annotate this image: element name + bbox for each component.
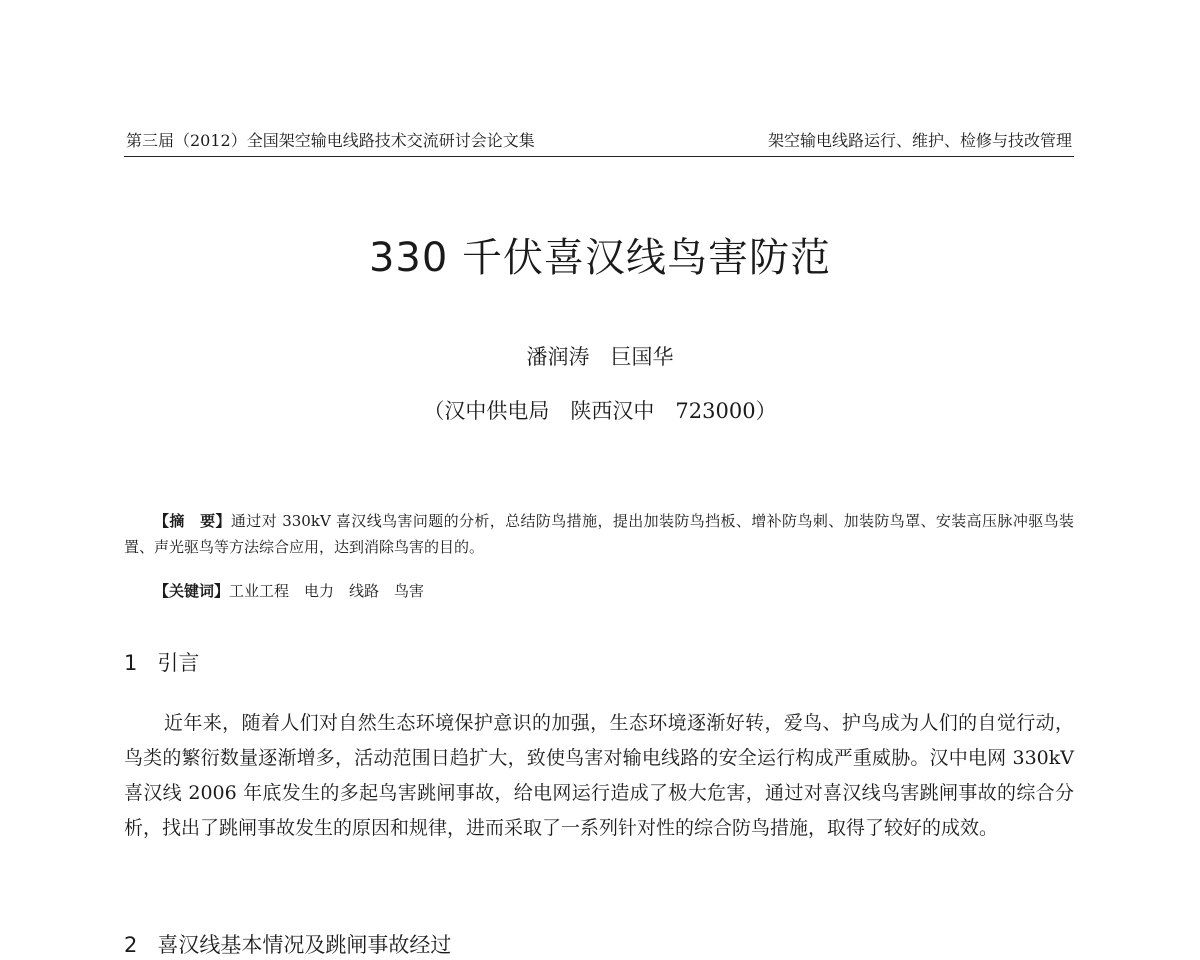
- header-section-title: 架空输电线路运行、维护、检修与技改管理: [767, 131, 1072, 150]
- abstract-text: 通过对 330kV 喜汉线鸟害问题的分析，总结防鸟措施，提出加装防鸟挡板、增补防鸟刺、加装防鸟罩、安装高压脉冲驱鸟装置、声光驱鸟等方法综合应用，达到消除鸟害的目的。: [124, 512, 1074, 556]
- header-proceedings-title: 第三届（2012）全国架空输电线路技术交流研讨会论文集: [126, 131, 535, 150]
- keywords: [124, 578, 1074, 604]
- section-title: 引言: [157, 651, 200, 675]
- keywords-label: 【关键词】: [154, 582, 230, 600]
- author-affiliation: （汉中供电局 陕西汉中 723000）: [423, 399, 777, 423]
- keywords-text: 工业工程 电力 线路 鸟害: [229, 582, 425, 600]
- section-title: 喜汉线基本情况及跳闸事故经过: [157, 933, 452, 957]
- abstract: [124, 508, 1074, 560]
- section-heading-1: [124, 648, 199, 678]
- abstract-label: 【摘 要】: [154, 512, 231, 530]
- running-header: [124, 128, 1074, 157]
- section-heading-2: [124, 930, 451, 960]
- section-number: 2: [124, 933, 138, 957]
- section-1-paragraph: 近年来，随着人们对自然生态环境保护意识的加强，生态环境逐渐好转，爱鸟、护鸟成为人们的自觉行动，鸟类的繁衍数量逐渐增多，活动范围日趋扩大，致使鸟害对输电线路的安全运行构成严重威胁。汉中电网 330kV 喜汉线 2006 年底发生的多起鸟害跳闸事故，给电网运行造成了极大危害，通过对喜汉线鸟害跳闸事故的综合分析，找出了跳闸事故发生的原因和规律，进而采取了一系列针对性的综合防鸟措施，取得了较好的成效。: [124, 712, 1074, 839]
- paper-title: 330 千伏喜汉线鸟害防范: [368, 235, 832, 281]
- section-number: 1: [124, 651, 138, 675]
- author-list: 潘润涛 巨国华: [526, 345, 674, 369]
